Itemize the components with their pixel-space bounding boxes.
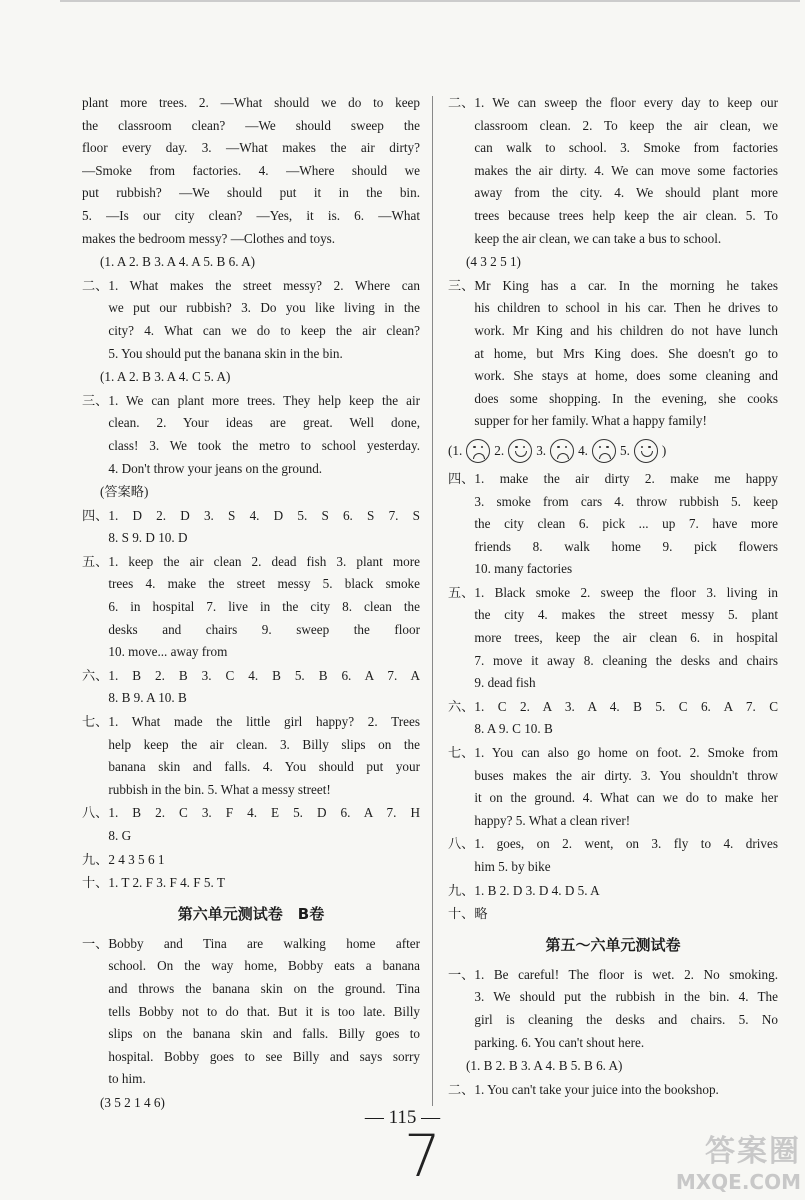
happy-face-icon	[634, 439, 658, 463]
faces-answer-row	[448, 434, 778, 468]
answer-block	[448, 833, 778, 878]
text-line: rubbish in the bin. 5. What a messy street!	[108, 781, 331, 797]
text-line: 8. G	[108, 828, 132, 843]
text-line: (1. A 2. B 3. A 4. A 5. B 6. A)	[100, 254, 255, 270]
text-line: girl is cleaning the desks and chairs. 5. No	[474, 1011, 778, 1027]
text-line: 9. dead fish	[474, 675, 536, 691]
answer-body	[82, 481, 420, 504]
answer-block	[82, 505, 420, 550]
text-line: it on the ground. 4. What can we do to make her	[474, 790, 778, 806]
right-after-faces-blocks	[448, 468, 778, 926]
text-line: happy? 5. What a clean river!	[474, 812, 631, 828]
text-line: city? 4. What can we do to keep the air clean?	[108, 322, 420, 338]
answer-block	[448, 251, 778, 274]
answer-block	[82, 275, 420, 365]
section-marker: 十、	[82, 875, 109, 891]
answer-body	[448, 251, 778, 274]
answer-block	[448, 964, 778, 1054]
text-line: 3. We should put the rubbish in the bin. 4. The	[474, 989, 778, 1005]
answer-body	[108, 711, 420, 801]
answer-block	[82, 390, 420, 480]
text-line: more trees, keep the air clean 6. in hospital	[474, 630, 778, 646]
text-line: 1. Be careful! The floor is wet. 2. No smoking.	[474, 966, 778, 982]
section-marker: 九、	[82, 851, 109, 867]
text-line: 8. A 9. C 10. B	[474, 721, 553, 737]
text-line: makes the air dirty. 4. We can move some factories	[474, 162, 778, 178]
page-number: — 115 —	[364, 1107, 441, 1128]
answer-block	[448, 880, 778, 903]
answer-body	[474, 880, 778, 903]
text-line: —Smoke from factories. 4. —Where should we	[82, 162, 420, 178]
text-line: 1. goes, on 2. went, on 3. fly to 4. drives	[474, 836, 778, 852]
answer-body	[82, 366, 420, 389]
right-answer-blocks	[448, 92, 778, 433]
answer-block	[82, 665, 420, 710]
answer-block	[448, 1055, 778, 1078]
text-line: Mr King has a car. In the morning he takes	[474, 277, 778, 293]
answer-block	[82, 933, 420, 1091]
text-line: 5. You should put the banana skin in the bin.	[108, 345, 343, 361]
answer-block	[448, 275, 778, 433]
answer-body	[474, 1079, 778, 1102]
text-line: 4. Don't throw your jeans on the ground.	[108, 460, 323, 476]
text-line: the city clean 6. pick ... up 7. have more	[474, 516, 778, 532]
answer-body	[108, 802, 420, 847]
happy-face-icon	[508, 439, 532, 463]
text-line: parking. 6. You can't shout here.	[474, 1034, 645, 1050]
section-marker: 四、	[448, 470, 475, 486]
answer-block	[448, 468, 778, 581]
answer-body	[108, 551, 420, 664]
text-line: clean. 2. Your ideas are great. Well done,	[108, 415, 420, 431]
answer-body	[108, 665, 420, 710]
answer-block	[82, 92, 420, 250]
text-line: 8. S 9. D 10. D	[108, 530, 188, 546]
watermark-line2: MXQE.COM	[675, 1170, 801, 1194]
faces-close-paren: )	[661, 442, 667, 458]
answer-body	[108, 849, 420, 872]
text-line: supper for her family. What a happy family!	[474, 413, 707, 429]
text-line: desks and chairs 9. sweep the floor	[108, 621, 420, 637]
text-line: 1. You can't take your juice into the bookshop.	[474, 1081, 719, 1097]
text-line: (3 5 2 1 4 6)	[100, 1094, 165, 1110]
text-line: banana skin and falls. 4. You should put your	[108, 759, 420, 775]
text-line: 1. B 2. D 3. D 4. D 5. A	[474, 882, 600, 898]
text-line: 7. move it away 8. cleaning the desks and chairs	[474, 652, 778, 668]
section-marker: 七、	[82, 714, 109, 730]
answer-block	[448, 742, 778, 832]
answer-block	[82, 551, 420, 664]
text-line: keep the air clean, we can take a bus to school.	[474, 230, 722, 246]
text-line: does some shopping. In the evening, she cooks	[474, 390, 778, 406]
text-line: makes the bedroom messy? —Clothes and toys.	[82, 230, 336, 246]
text-line: 3. smoke from cars 4. throw rubbish 5. keep	[474, 493, 778, 509]
text-line: (1. A 2. B 3. A 4. C 5. A)	[100, 369, 231, 385]
text-line: work. Mr King and his children do not have lunch	[474, 322, 778, 338]
answer-body	[108, 872, 420, 895]
answer-body	[448, 1055, 778, 1078]
text-line: the classroom clean? —We should sweep the	[82, 117, 420, 133]
face-answer	[494, 439, 532, 463]
face-answer-number: 2.	[494, 442, 505, 458]
text-line: (答案略)	[100, 484, 149, 500]
face-answer-number: 3.	[536, 442, 547, 458]
text-line: (1. B 2. B 3. A 4. B 5. B 6. A)	[466, 1058, 623, 1074]
text-line: class! 3. We took the metro to school yesterday.	[108, 437, 420, 453]
handwritten-mark: 7	[404, 1122, 441, 1190]
left-answer-blocks	[82, 92, 420, 895]
answer-body	[108, 275, 420, 365]
text-line: 5. —Is our city clean? —Yes, it is. 6. —What	[82, 207, 420, 223]
section-marker: 八、	[82, 805, 109, 821]
section-marker: 二、	[448, 1081, 475, 1097]
answer-body	[108, 390, 420, 480]
text-line: 6. in hospital 7. live in the city 8. clean the	[108, 599, 420, 615]
text-line: school. On the way home, Bobby eats a banana	[108, 958, 420, 974]
answer-block	[82, 366, 420, 389]
answer-block	[448, 582, 778, 695]
face-answer	[578, 439, 616, 463]
text-line: 1. C 2. A 3. A 4. B 5. C 6. A 7. C	[474, 698, 778, 714]
text-line: 1. We can sweep the floor every day to keep our	[474, 95, 778, 110]
section-marker: 一、	[448, 966, 475, 982]
text-line: buses makes the air dirty. 3. You shouldn't throw	[474, 767, 778, 783]
answer-body	[474, 964, 778, 1054]
section-marker: 八、	[448, 836, 475, 852]
sad-face-icon	[550, 439, 574, 463]
text-line: can walk to school. 3. Smoke from factories	[474, 140, 778, 156]
section-marker: 六、	[448, 698, 475, 714]
text-line: 1. Black smoke 2. sweep the floor 3. living in	[474, 584, 778, 600]
text-line: 1. keep the air clean 2. dead fish 3. plant more	[108, 553, 420, 569]
text-line: slips on the banana skin and falls. Billy goes to	[108, 1026, 420, 1042]
answer-body	[474, 582, 778, 695]
face-answer	[536, 439, 574, 463]
text-line: friends 8. walk home 9. pick flowers	[474, 538, 778, 554]
text-line: we put our rubbish? 3. Do you like living in the	[108, 300, 420, 316]
answer-block	[448, 1079, 778, 1102]
text-line: 10. move... away from	[108, 644, 228, 660]
answer-block	[82, 251, 420, 274]
face-answer-number: 5.	[619, 442, 630, 458]
answer-body	[474, 696, 778, 741]
text-line: 1. make the air dirty 2. make me happy	[474, 470, 778, 486]
face-answer-number: (1.	[448, 442, 463, 458]
text-line: to him.	[108, 1071, 146, 1087]
text-line: floor every day. 3. —What makes the air dirty?	[82, 140, 420, 156]
answer-block	[448, 696, 778, 741]
answer-body	[82, 92, 420, 250]
text-line: hospital. Bobby goes to see Billy and says sorry	[108, 1048, 420, 1064]
left-column	[82, 92, 420, 1116]
section-heading-5-6: 第五～六单元测试卷	[545, 935, 681, 954]
text-line: trees because trees help keep the air clean. 5. To	[474, 207, 778, 223]
answer-block	[448, 92, 778, 250]
section-marker: 二、	[82, 277, 109, 293]
text-line: 1. B 2. C 3. F 4. E 5. D 6. A 7. H	[108, 805, 420, 821]
text-line: 1. What makes the street messy? 2. Where can	[108, 277, 420, 293]
text-line: help keep the air clean. 3. Billy slips on the	[108, 736, 420, 752]
answer-block	[82, 711, 420, 801]
text-line: at home, but Mrs King does. She doesn't go to	[474, 345, 778, 361]
section-marker: 五、	[82, 553, 109, 569]
watermark-logo	[651, 1126, 801, 1194]
text-line: 2 4 3 5 6 1	[108, 851, 165, 867]
section-marker: 六、	[82, 667, 109, 683]
watermark-line1: 答案圈	[705, 1134, 801, 1169]
top-rule	[60, 0, 800, 2]
section-heading-b: 第六单元测试卷 B卷	[177, 904, 325, 923]
section-marker: 四、	[82, 507, 109, 523]
section-marker: 十、	[448, 906, 475, 922]
section-marker: 二、	[448, 95, 475, 110]
face-answer-number: 4.	[578, 442, 588, 458]
answer-body	[474, 742, 778, 832]
text-line: trees 4. make the street messy 5. black smoke	[108, 576, 420, 592]
text-line: 1. You can also go home on foot. 2. Smoke from	[474, 745, 778, 761]
section-marker: 五、	[448, 584, 475, 600]
answer-block	[448, 903, 778, 926]
answer-body	[474, 275, 778, 433]
sad-face-icon	[466, 439, 490, 463]
text-line: 略	[474, 906, 488, 922]
column-divider	[432, 96, 433, 1106]
text-line: 1. B 2. B 3. C 4. B 5. B 6. A 7. A	[108, 667, 420, 683]
text-line: Bobby and Tina are walking home after	[108, 935, 420, 951]
answer-body	[82, 251, 420, 274]
text-line: 8. B 9. A 10. B	[108, 690, 187, 706]
text-line: his children to school in his car. Then he drives to	[474, 300, 778, 316]
text-line: plant more trees. 2. —What should we do to keep	[82, 95, 420, 110]
face-answer	[448, 439, 490, 463]
text-line: 1. D 2. D 3. S 4. D 5. S 6. S 7. S	[108, 507, 420, 523]
text-line: 10. many factories	[474, 561, 573, 577]
text-line: the city 4. makes the street messy 5. plant	[474, 607, 778, 623]
text-line: him 5. by bike	[474, 859, 551, 874]
text-line: work. She stays at home, does some cleaning and	[474, 368, 778, 384]
face-answer	[620, 439, 658, 463]
section-marker: 七、	[448, 745, 475, 761]
right-column	[448, 92, 778, 1102]
text-line: and throws the banana skin on the ground. Tina	[108, 980, 420, 996]
text-line: 1. T 2. F 3. F 4. F 5. T	[108, 875, 225, 891]
text-line: away from the city. 4. We should plant more	[474, 185, 778, 201]
text-line: tells Bobby not to do that. But it is too late. Billy	[108, 1003, 420, 1019]
answer-body	[474, 833, 778, 878]
answer-block	[82, 872, 420, 895]
text-line: classroom clean. 2. To keep the air clean, we	[474, 117, 778, 133]
answer-block	[82, 849, 420, 872]
sad-face-icon	[592, 439, 616, 463]
right-after-heading-blocks	[448, 964, 778, 1102]
answer-block	[82, 802, 420, 847]
section-marker: 三、	[82, 392, 109, 408]
answer-body	[108, 933, 420, 1091]
text-line: 1. We can plant more trees. They help keep the air	[108, 392, 420, 408]
answer-body	[108, 505, 420, 550]
answer-block	[82, 481, 420, 504]
text-line: 1. What made the little girl happy? 2. Trees	[108, 714, 420, 730]
text-line: (4 3 2 5 1)	[466, 254, 521, 270]
text-line: put rubbish? —We should put it in the bin.	[82, 185, 420, 201]
answer-body	[474, 903, 778, 926]
section-marker: 九、	[448, 882, 475, 898]
section-marker: 三、	[448, 277, 475, 293]
answer-body	[474, 468, 778, 581]
section-marker: 一、	[82, 935, 109, 951]
answer-body	[474, 92, 778, 250]
left-after-heading-blocks	[82, 933, 420, 1115]
